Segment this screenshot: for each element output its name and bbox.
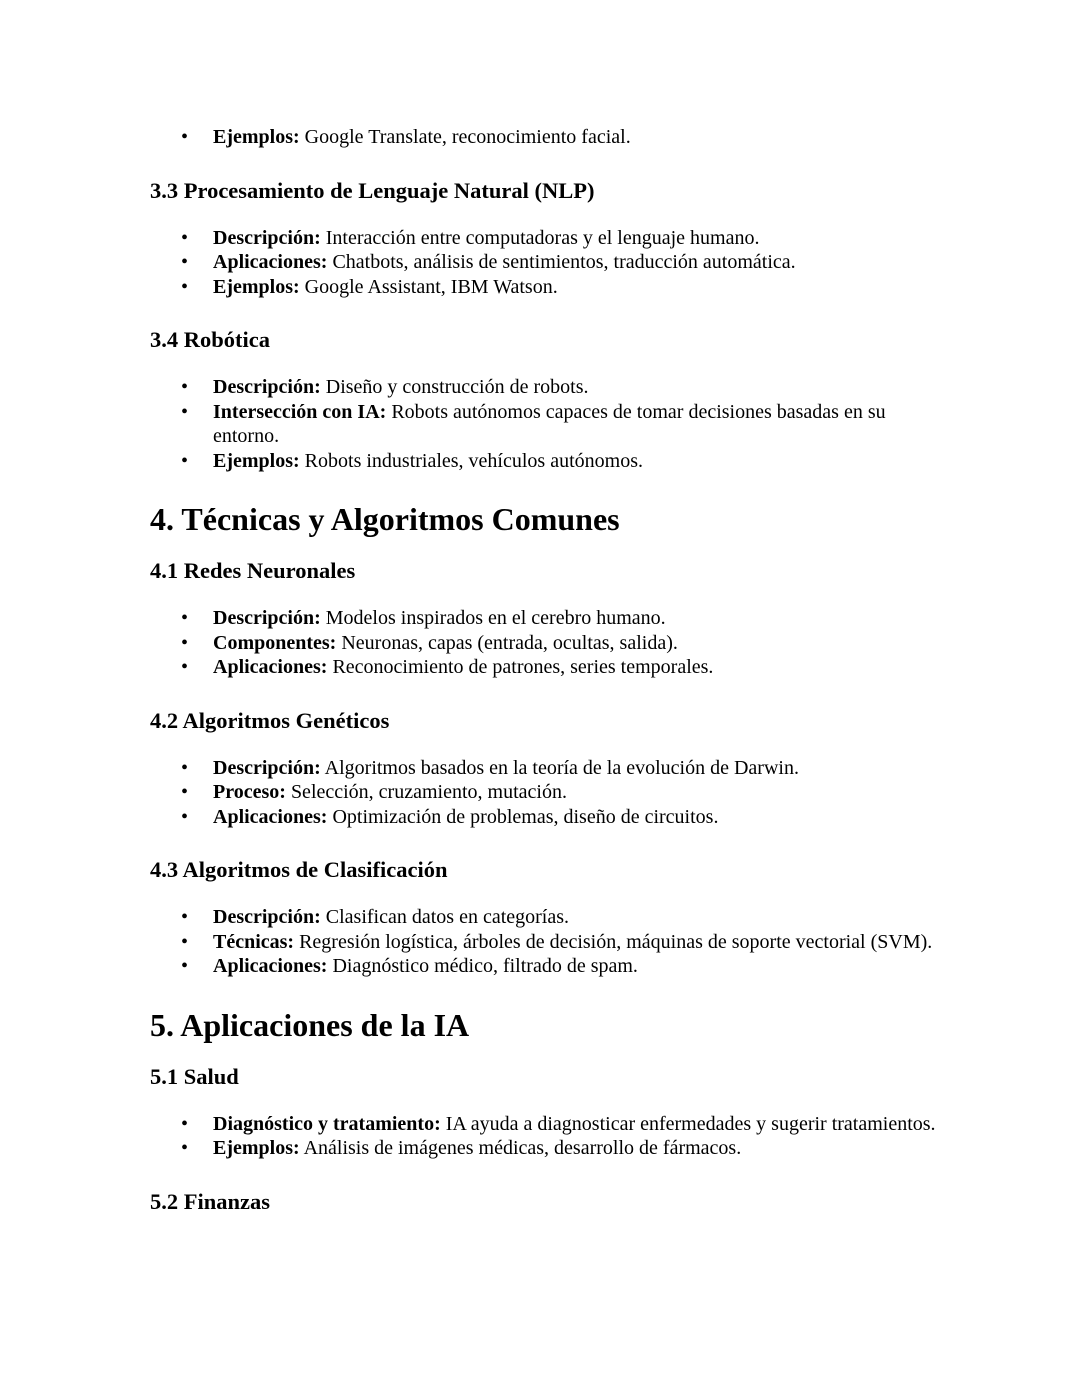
item-label: Descripción: <box>213 226 321 249</box>
list-item <box>150 756 950 781</box>
list-item <box>150 655 950 680</box>
item-text: Neuronas, capas (entrada, ocultas, salida). <box>336 631 678 654</box>
item-label: Ejemplos: <box>213 126 300 148</box>
bullet-icon: • <box>181 930 189 953</box>
item-text: Análisis de imágenes médicas, desarrollo de fármacos. <box>299 1137 742 1159</box>
list-item <box>150 780 950 805</box>
item-text: Diseño y construcción de robots. <box>320 376 589 398</box>
item-text: Google Translate, reconocimiento facial. <box>299 126 631 148</box>
item-label: Descripción: <box>213 906 321 928</box>
item-label: Descripción: <box>213 756 321 779</box>
section-heading-3-3: 3.3 Procesamiento de Lenguaje Natural (NLP) <box>150 177 595 203</box>
bullet-list-neural-networks <box>150 606 950 680</box>
bullet-icon: • <box>181 126 189 148</box>
list-item <box>150 631 950 656</box>
section-heading-5-1: 5.1 Salud <box>150 1063 239 1089</box>
list-item <box>150 954 950 979</box>
list-item <box>150 1112 950 1137</box>
item-text: Interacción entre computadoras y el lenguaje humano. <box>320 226 760 249</box>
item-label: Aplicaciones: <box>213 805 328 828</box>
section-heading-4-3: 4.3 Algoritmos de Clasificación <box>150 857 448 882</box>
bullet-icon: • <box>181 631 189 654</box>
item-text: Clasifican datos en categorías. <box>320 906 570 928</box>
item-text: IA ayuda a diagnosticar enfermedades y sugerir tratamientos. <box>440 1112 936 1135</box>
item-text: Robots industriales, vehículos autónomos. <box>299 449 643 472</box>
bullet-icon: • <box>181 1137 189 1159</box>
bullet-icon: • <box>181 656 189 678</box>
list-item <box>150 250 950 275</box>
item-label: Ejemplos: <box>213 449 300 472</box>
bullet-list-robotics <box>150 375 950 473</box>
bullet-list-nlp <box>150 226 950 300</box>
item-label: Ejemplos: <box>213 275 300 298</box>
document-page <box>150 125 950 1217</box>
item-label: Intersección con IA: <box>213 400 387 423</box>
item-label: Técnicas: <box>213 930 295 953</box>
item-label: Ejemplos: <box>213 1137 300 1159</box>
bullet-icon: • <box>181 251 189 273</box>
item-text: Selección, cruzamiento, mutación. <box>285 781 567 803</box>
bullet-icon: • <box>181 275 189 298</box>
item-label: Proceso: <box>213 781 286 803</box>
item-text: Reconocimiento de patrones, series temporales. <box>327 656 714 678</box>
list-item <box>150 400 950 449</box>
bullet-icon: • <box>181 226 189 249</box>
bullet-icon: • <box>181 376 189 398</box>
item-text: Robots autónomos capaces de tomar decisiones basadas en su entorno. <box>213 400 886 447</box>
section-heading-5: 5. Aplicaciones de la IA <box>150 1006 470 1043</box>
bullet-list-vision-examples <box>150 125 950 150</box>
list-item <box>150 449 950 474</box>
bullet-list-classification <box>150 905 950 979</box>
item-text: Diagnóstico médico, filtrado de spam. <box>327 955 638 977</box>
section-heading-4: 4. Técnicas y Algoritmos Comunes <box>150 501 620 537</box>
bullet-icon: • <box>181 607 189 629</box>
section-heading-5-2: 5.2 Finanzas <box>150 1188 271 1214</box>
bullet-icon: • <box>181 955 189 977</box>
list-item <box>150 805 950 830</box>
section-heading-4-2: 4.2 Algoritmos Genéticos <box>150 707 390 733</box>
section-heading-3-4: 3.4 Robótica <box>150 327 270 352</box>
bullet-icon: • <box>181 906 189 928</box>
list-item <box>150 930 950 955</box>
item-text: Google Assistant, IBM Watson. <box>299 275 558 298</box>
bullet-icon: • <box>181 781 189 803</box>
item-label: Aplicaciones: <box>213 656 328 678</box>
item-text: Optimización de problemas, diseño de circuitos. <box>327 805 719 828</box>
bullet-icon: • <box>181 449 189 472</box>
list-item <box>150 606 950 631</box>
list-item <box>150 275 950 300</box>
bullet-icon: • <box>181 1112 189 1135</box>
bullet-icon: • <box>181 756 189 779</box>
bullet-icon: • <box>181 805 189 828</box>
item-label: Descripción: <box>213 607 321 629</box>
item-text: Regresión logística, árboles de decisión, máquinas de soporte vectorial (SVM). <box>294 930 933 953</box>
item-text: Chatbots, análisis de sentimientos, traducción automática. <box>327 251 796 273</box>
item-text: Modelos inspirados en el cerebro humano. <box>320 607 666 629</box>
item-label: Componentes: <box>213 631 337 654</box>
list-item <box>150 375 950 400</box>
bullet-list-health <box>150 1112 950 1161</box>
item-label: Aplicaciones: <box>213 955 328 977</box>
bullet-icon: • <box>181 400 189 423</box>
section-heading-4-1: 4.1 Redes Neuronales <box>150 558 356 583</box>
list-item <box>150 226 950 251</box>
list-item <box>150 905 950 930</box>
list-item <box>150 125 950 150</box>
bullet-list-genetic-algorithms <box>150 756 950 830</box>
item-text: Algoritmos basados en la teoría de la evolución de Darwin. <box>320 756 799 779</box>
item-label: Aplicaciones: <box>213 251 328 273</box>
item-label: Diagnóstico y tratamiento: <box>213 1112 441 1135</box>
item-label: Descripción: <box>213 376 321 398</box>
list-item <box>150 1136 950 1161</box>
